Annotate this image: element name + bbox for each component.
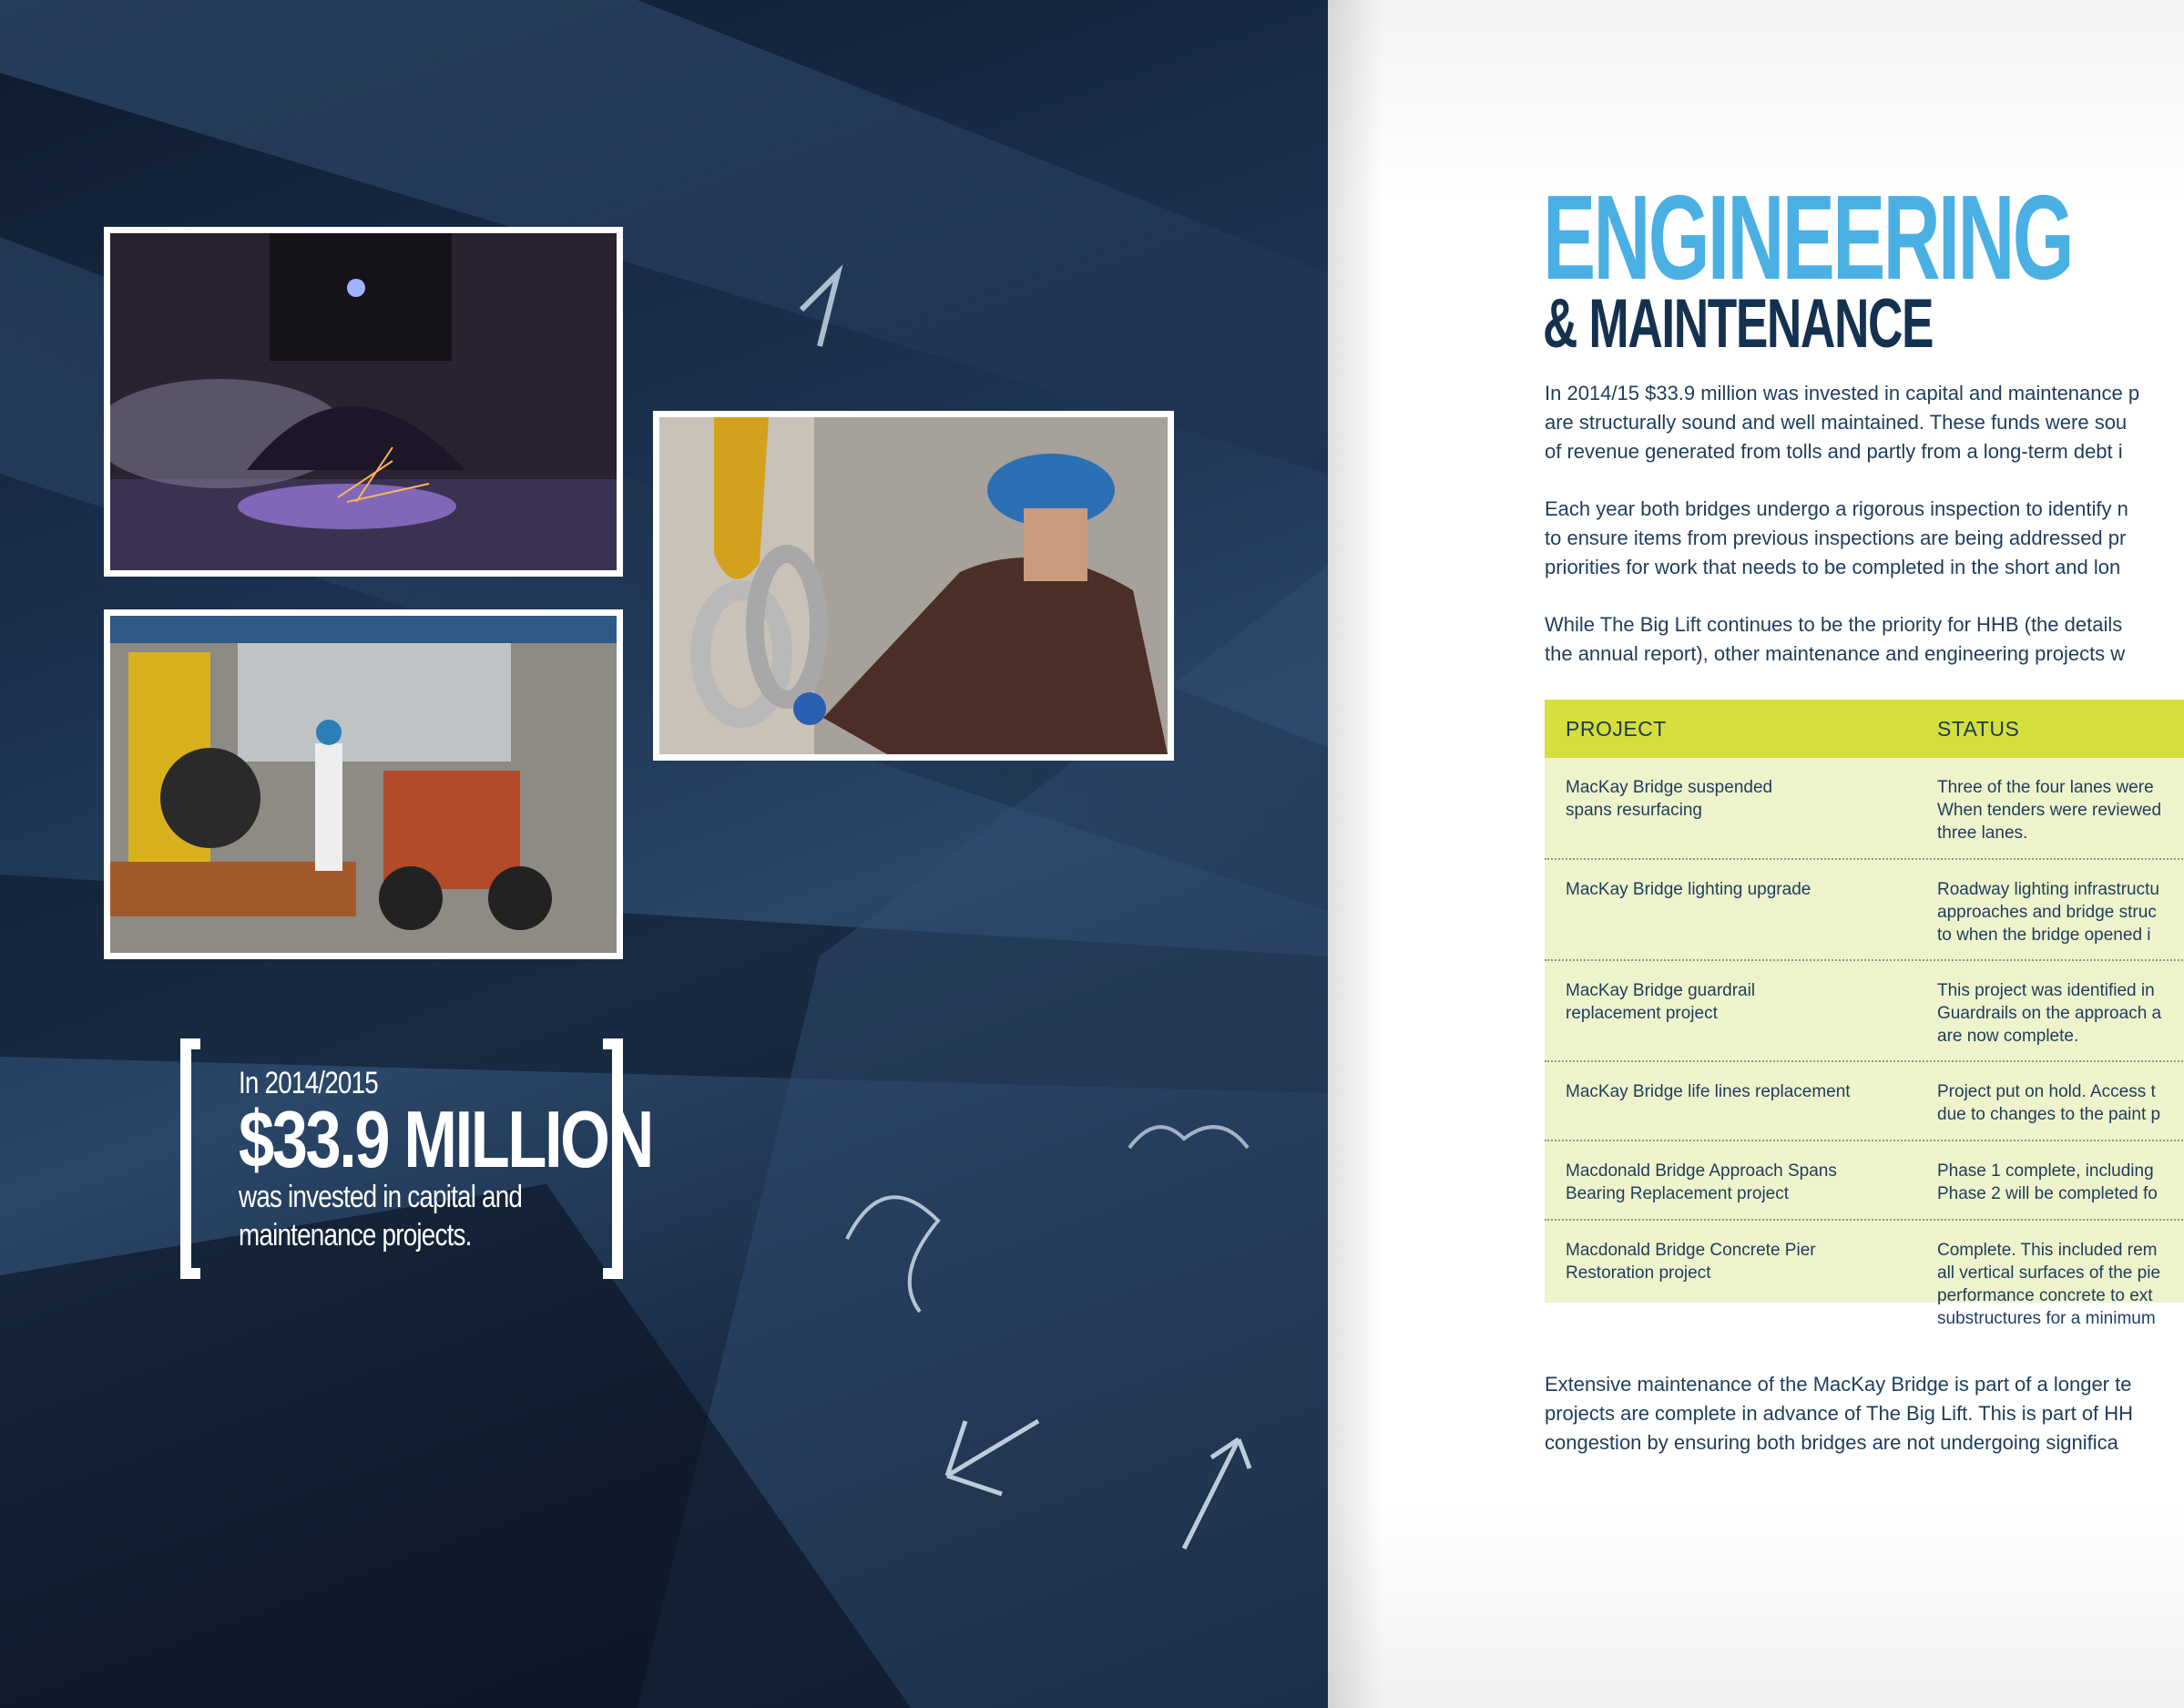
text-line: to ensure items from previous inspections are being addressed pr (1545, 527, 2127, 549)
project-cell (1566, 1239, 1816, 1284)
table-header-row (1545, 700, 2184, 758)
cell-line: Guardrails on the approach a (1937, 1004, 2162, 1023)
cell-line: Project put on hold. Access t (1937, 1082, 2156, 1101)
status-cell (1937, 1239, 2160, 1330)
paragraph-mackay (1545, 1370, 2184, 1457)
investment-callout (180, 1038, 652, 1279)
paragraph-intro (1545, 379, 2184, 466)
cell-line: replacement project (1566, 1004, 1718, 1023)
cell-line: Macdonald Bridge Concrete Pier (1566, 1241, 1816, 1260)
project-cell (1566, 878, 1811, 901)
page-subtitle: & MAINTENANCE (1543, 285, 1934, 363)
text-line: projects are complete in advance of The Big Lift. This is part of HH (1545, 1402, 2134, 1425)
text-line: the annual report), other maintenance and engineering projects w (1545, 642, 2126, 665)
cell-line: substructures for a minimum (1937, 1309, 2156, 1328)
cell-line: three lanes. (1937, 823, 2028, 843)
status-cell (1937, 878, 2159, 946)
status-cell (1937, 776, 2161, 844)
table-row (1545, 1141, 2184, 1221)
cell-line: MacKay Bridge life lines replacement (1566, 1082, 1851, 1101)
page-title: ENGINEERING (1543, 170, 2072, 304)
cell-line: MacKay Bridge guardrail (1566, 981, 1756, 1000)
cell-line: MacKay Bridge suspended (1566, 778, 1773, 797)
cell-line: Phase 2 will be completed fo (1937, 1184, 2158, 1203)
cell-line: When tenders were reviewed (1937, 801, 2162, 820)
cell-line: spans resurfacing (1566, 801, 1702, 820)
project-cell (1566, 776, 1772, 822)
right-page (1328, 0, 2184, 1708)
cell-line: to when the bridge opened i (1937, 926, 2151, 945)
left-bracket (180, 1038, 200, 1279)
text-line: Each year both bridges undergo a rigorous inspection to identify n (1545, 497, 2128, 520)
paragraph-inspection (1545, 495, 2184, 582)
project-cell (1566, 1160, 1837, 1205)
cell-line: Restoration project (1566, 1263, 1711, 1283)
cell-line: due to changes to the paint p (1937, 1105, 2161, 1124)
project-cell (1566, 1080, 1851, 1103)
callout-amount: $33.9 MILLION (239, 1094, 652, 1184)
forklift-yard-photo (104, 609, 623, 959)
table-row (1545, 961, 2184, 1062)
text-line: are structurally sound and well maintained. These funds were sou (1545, 411, 2128, 434)
cell-line: are now complete. (1937, 1027, 2079, 1046)
cell-line: Three of the four lanes were (1937, 778, 2154, 797)
worker-shackle-photo (653, 411, 1174, 761)
text-line: While The Big Lift continues to be the priority for HHB (the details (1545, 613, 2123, 636)
cell-line: Phase 1 complete, including (1937, 1161, 2154, 1181)
column-header-status: STATUS (1937, 716, 2020, 741)
column-header-project: PROJECT (1566, 716, 1667, 741)
cell-line: Complete. This included rem (1937, 1241, 2158, 1260)
table-row (1545, 860, 2184, 961)
plasma-cutter-photo (104, 227, 623, 577)
cell-line: approaches and bridge struc (1937, 903, 2157, 922)
cell-line: Macdonald Bridge Approach Spans (1566, 1161, 1837, 1181)
callout-year: In 2014/2015 (239, 1066, 378, 1100)
cell-line: Bearing Replacement project (1566, 1184, 1790, 1203)
cell-line: performance concrete to ext (1937, 1286, 2153, 1305)
status-cell (1937, 1080, 2160, 1126)
callout-line-1: was invested in capital and (239, 1180, 523, 1214)
callout-text (239, 1066, 755, 1254)
paragraph-big-lift (1545, 610, 2184, 669)
cell-line: This project was identified in (1937, 981, 2155, 1000)
project-status-table (1545, 700, 2184, 1328)
status-cell (1937, 1160, 2158, 1205)
cell-line: all vertical surfaces of the pie (1937, 1263, 2161, 1283)
cell-line: MacKay Bridge lighting upgrade (1566, 880, 1811, 899)
callout-line-2: maintenance projects. (239, 1218, 472, 1253)
text-line: priorities for work that needs to be completed in the short and lon (1545, 556, 2121, 578)
cell-line: Roadway lighting infrastructu (1937, 880, 2159, 899)
table-row (1545, 1062, 2184, 1141)
text-line: congestion by ensuring both bridges are not undergoing significa (1545, 1431, 2118, 1454)
text-line: of revenue generated from tolls and partly from a long-term debt i (1545, 440, 2123, 463)
table-row (1545, 1221, 2184, 1328)
table-row (1545, 758, 2184, 860)
text-line: Extensive maintenance of the MacKay Bridge is part of a longer te (1545, 1373, 2132, 1396)
text-line: In 2014/15 $33.9 million was invested in capital and maintenance p (1545, 382, 2140, 404)
status-cell (1937, 979, 2161, 1048)
spine-shadow (1328, 0, 1383, 1708)
project-cell (1566, 979, 1755, 1025)
